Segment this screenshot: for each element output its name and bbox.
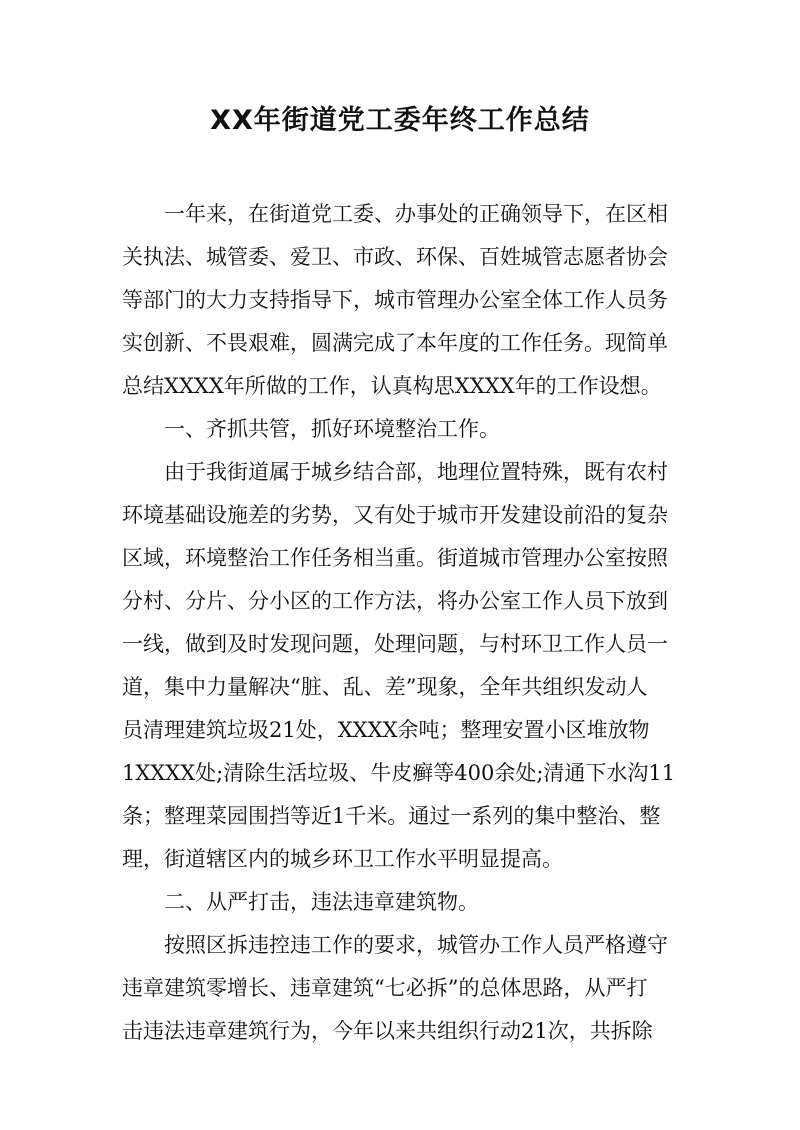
paragraph-2-line-9: 条；整理菜园围挡等近1千米。通过一系列的集中整治、整 xyxy=(122,804,661,828)
paragraph-1-line-2: 关执法、城管委、爱卫、市政、环保、百姓城管志愿者协会 xyxy=(122,245,668,269)
paragraph-3-line-3: 击违法违章建筑行为，今年以来共组织行动21次，共拆除 xyxy=(122,1019,653,1043)
paragraph-2-line-5: 一线，做到及时发现问题，处理问题，与村环卫工作人员一 xyxy=(122,632,668,656)
paragraph-2-line-7: 员清理建筑垃圾21处，XXXX余吨；整理安置小区堆放物 xyxy=(122,718,650,742)
paragraph-3-line-1: 按照区拆违控违工作的要求，城管办工作人员严格遵守 xyxy=(164,933,668,957)
paragraph-1-line-1: 一年来，在街道党工委、办事处的正确领导下，在区相 xyxy=(164,202,668,226)
paragraph-2-line-4: 分村、分片、分小区的工作方法，将办公室工作人员下放到 xyxy=(122,589,668,613)
paragraph-2-line-3: 区域，环境整治工作任务相当重。街道城市管理办公室按照 xyxy=(122,546,668,570)
document-title: XX年街道党工委年终工作总结 xyxy=(210,105,590,136)
paragraph-2-line-10: 理，街道辖区内的城乡环卫工作水平明显提高。 xyxy=(122,847,563,871)
paragraph-1-line-5: 总结XXXX年所做的工作，认真构思XXXX年的工作设想。 xyxy=(122,374,662,398)
paragraph-2-line-8: 1XXXX处;清除生活垃圾、牛皮癣等400余处;清通下水沟11 xyxy=(122,761,676,785)
paragraph-2-line-1: 由于我街道属于城乡结合部，地理位置特殊，既有农村 xyxy=(164,460,668,484)
paragraph-1-line-4: 实创新、不畏艰难，圆满完成了本年度的工作任务。现简单 xyxy=(122,331,668,355)
paragraph-3-line-2: 违章建筑零增长、违章建筑“七必拆”的总体思路，从严打 xyxy=(122,976,648,1000)
section-heading-2: 二、从严打击，违法违章建筑物。 xyxy=(164,890,479,914)
section-heading-1: 一、齐抓共管，抓好环境整治工作。 xyxy=(164,417,500,441)
paragraph-2-line-6: 道，集中力量解决“脏、乱、差”现象，全年共组织发动人 xyxy=(122,675,648,699)
paragraph-2-line-2: 环境基础设施差的劣势，又有处于城市开发建设前沿的复杂 xyxy=(122,503,668,527)
paragraph-1-line-3: 等部门的大力支持指导下，城市管理办公室全体工作人员务 xyxy=(122,288,668,312)
